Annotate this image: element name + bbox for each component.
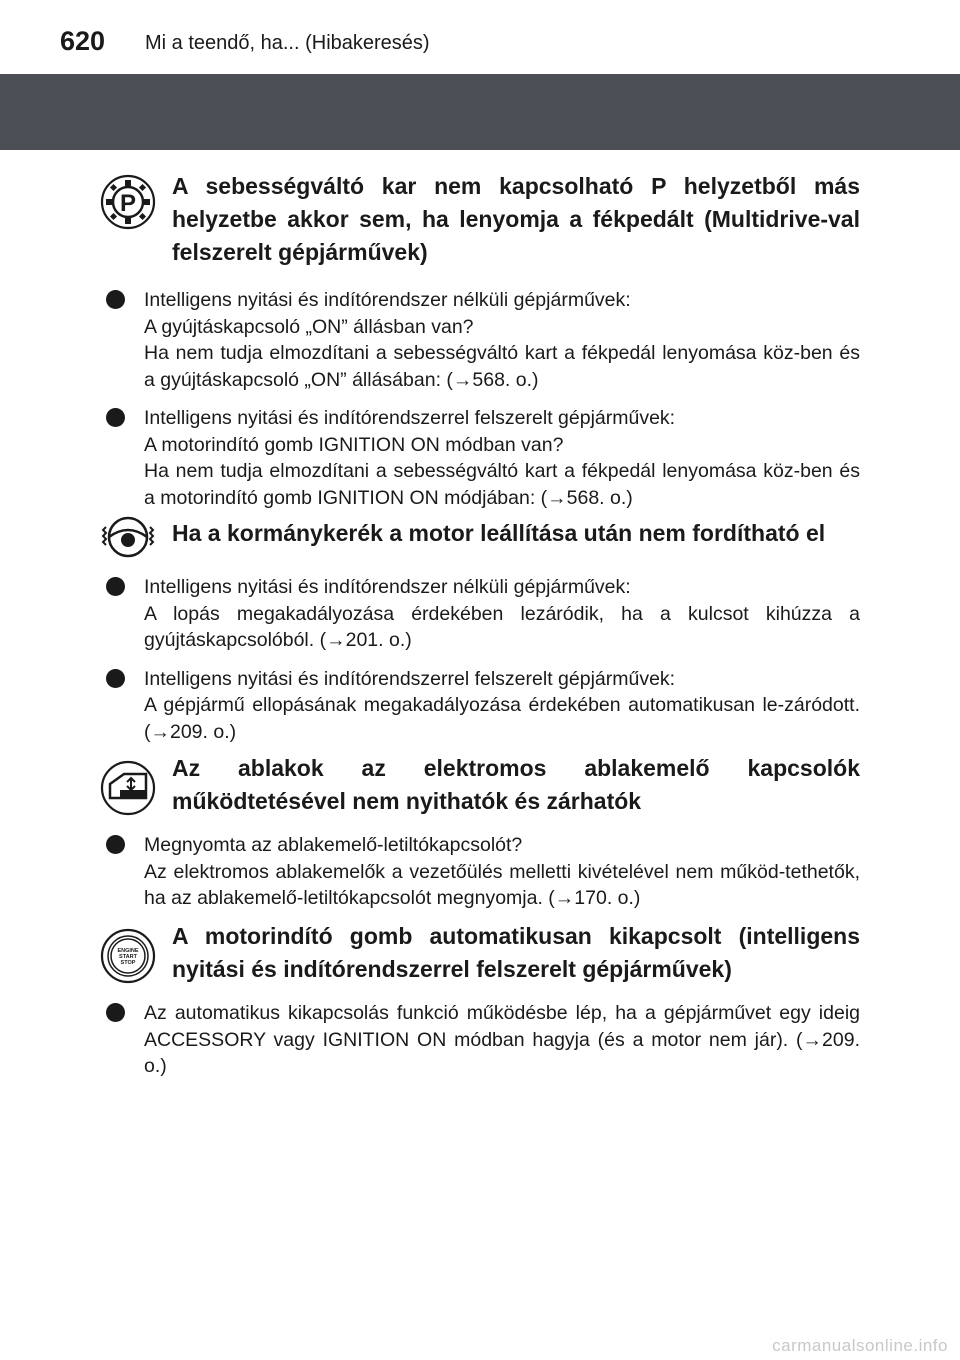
bullet-dot <box>106 290 125 309</box>
bullet-item: Intelligens nyitási és indítórendszerrel felszerelt gépjárművek: A gépjármű ellopásának megakadályozása érdekében automatikusan le-záródott. (→209. o.) <box>144 666 860 746</box>
section-heading: A motorindító gomb automatikusan kikapcsolt (intelligens nyitási és indítórendszerrel felszerelt gépjárművek) <box>172 923 860 982</box>
bullet-dot <box>106 1003 125 1022</box>
section-heading: Az ablakok az elektromos ablakemelő kapcsolók működtetésével nem nyithatók és zárhatók <box>172 755 860 814</box>
section-steering-lock <box>100 517 860 745</box>
bullet-dot <box>106 577 125 596</box>
bullet-item: Intelligens nyitási és indítórendszer nélküli gépjárművek: A lopás megakadályozása érdekében lezáródik, ha a kulcsot kihúzza a gyújtáskapcsolóból. (→201. o.) <box>144 574 860 654</box>
bullet-dot <box>106 835 125 854</box>
bullet-item: Megnyomta az ablakemelő-letiltókapcsolót? Az elektromos ablakemelők a vezetőülés melletti kivételével nem működ-tethetők, ha az ablakemelő-letiltókapcsolót megnyomja. (→170. o.) <box>144 832 860 912</box>
bullet-item: Az automatikus kikapcsolás funkció működésbe lép, ha a gépjárművet egy ideig ACCESSORY vagy IGNITION ON módban hagyja (és a motor nem jár). (→209. o.) <box>144 1000 860 1080</box>
running-head: Mi a teendő, ha... (Hibakeresés) <box>145 32 430 54</box>
watermark: carmanualsonline.info <box>772 1336 948 1355</box>
steering-lock-icon <box>100 509 156 570</box>
svg-text:P: P <box>119 190 137 217</box>
engine-start-stop-button-icon <box>100 928 156 989</box>
power-window-icon <box>100 760 156 821</box>
engine-label: ENGINE <box>117 948 139 954</box>
bullet-item: Intelligens nyitási és indítórendszerrel felszerelt gépjárművek: A motorindító gomb IGNITION ON módban van? Ha nem tudja elmozdítani a sebességváltó kart a fékpedál lenyomása köz-ben és a motorindító gomb IGNITION ON módjában: (→568. o.) <box>144 405 860 511</box>
section-heading: Ha a kormánykerék a motor leállítása után nem fordítható el <box>172 520 826 546</box>
stop-label: STOP <box>120 960 136 966</box>
section-heading: A sebességváltó kar nem kapcsolható P helyzetből más helyzetbe akkor sem, ha lenyomja a fékpedált (Multidrive-val felszerelt gépjárművek) <box>172 173 860 265</box>
bullet-dot <box>106 408 125 427</box>
page-number: 620 <box>60 26 106 56</box>
bullet-item: Intelligens nyitási és indítórendszer nélküli gépjárművek: A gyújtáskapcsoló „ON” állásban van? Ha nem tudja elmozdítani a sebességváltó kart a fékpedál lenyomása köz-ben és a gyújtáskapcsoló „ON” állásában: (→568. o.) <box>144 287 860 393</box>
section-engine-switch <box>100 920 860 1080</box>
section-shift-lever <box>100 170 860 511</box>
header-bar <box>0 74 960 150</box>
shift-lock-p-icon <box>100 174 156 235</box>
section-power-windows <box>100 752 860 912</box>
start-label: START <box>119 954 137 960</box>
bullet-dot <box>106 669 125 688</box>
